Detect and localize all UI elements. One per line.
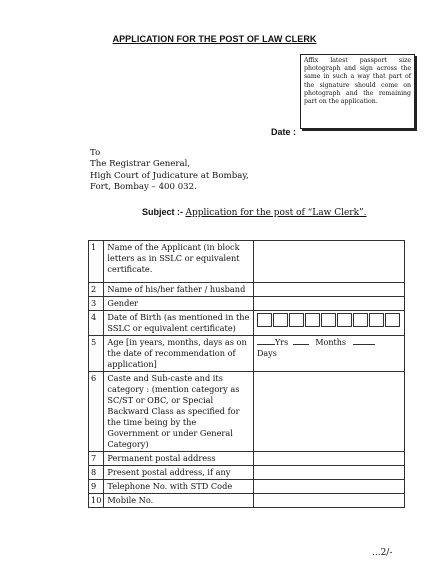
caste-category-field[interactable] xyxy=(254,372,405,452)
row-label: Name of the Applicant (in block letters as in SSLC or equivalent certificate. xyxy=(104,241,254,283)
row-label: Mobile No. xyxy=(104,494,254,508)
row-label: Gender xyxy=(104,297,254,311)
table-row xyxy=(89,336,405,372)
row-label: Age [in years, months, days as on the date of recommendation of application] xyxy=(104,336,254,372)
applicant-name-field[interactable] xyxy=(254,241,405,283)
address-line-1: The Registrar General, xyxy=(90,159,191,170)
row-label: Telephone No. with STD Code xyxy=(104,480,254,494)
row-label: Name of his/her father / husband xyxy=(104,283,254,297)
address-line-3: Fort, Bombay – 400 032. xyxy=(90,182,197,193)
age-field[interactable] xyxy=(254,336,405,372)
table-row xyxy=(89,283,405,297)
row-label: Present postal address, if any xyxy=(104,466,254,480)
row-label: Permanent postal address xyxy=(104,452,254,466)
application-table xyxy=(88,240,405,508)
row-number: 9 xyxy=(89,480,104,494)
photo-instruction-text: Affix latest passport size photograph and sign across the same in such a way that part of the signature should come on photograph and the remaining part on the application. xyxy=(304,57,411,106)
dob-field[interactable] xyxy=(254,311,405,336)
age-days-label: Days xyxy=(257,349,277,358)
row-number: 7 xyxy=(89,452,104,466)
permanent-address-field[interactable] xyxy=(254,452,405,466)
row-number: 5 xyxy=(89,336,104,372)
address-line-2: High Court of Judicature at Bombay, xyxy=(90,170,249,181)
row-number: 1 xyxy=(89,241,104,283)
subject-label: Subject :- xyxy=(142,207,184,217)
dob-digit-boxes[interactable] xyxy=(257,313,401,327)
age-years-label: Yrs xyxy=(275,338,289,347)
subject-line xyxy=(142,207,367,218)
table-row xyxy=(89,297,405,311)
table-row xyxy=(89,241,405,283)
table-row xyxy=(89,311,405,336)
table-row xyxy=(89,494,405,508)
recipient-address xyxy=(90,148,249,194)
table-row xyxy=(89,372,405,452)
page-number: ...2/- xyxy=(372,548,393,558)
table-row xyxy=(89,452,405,466)
photo-signature-box xyxy=(300,54,415,129)
row-number: 6 xyxy=(89,372,104,452)
table-row xyxy=(89,466,405,480)
age-months-label: Months xyxy=(315,338,346,347)
present-address-field[interactable] xyxy=(254,466,405,480)
row-number: 4 xyxy=(89,311,104,336)
telephone-field[interactable] xyxy=(254,480,405,494)
gender-field[interactable] xyxy=(254,297,405,311)
form-title: APPLICATION FOR THE POST OF LAW CLERK xyxy=(112,34,317,44)
row-label: Date of Birth (as mentioned in the SSLC or equivalent certificate) xyxy=(104,311,254,336)
row-number: 10 xyxy=(89,494,104,508)
mobile-field[interactable] xyxy=(254,494,405,508)
row-number: 2 xyxy=(89,283,104,297)
father-husband-name-field[interactable] xyxy=(254,283,405,297)
subject-text: Application for the post of “Law Clerk”. xyxy=(185,208,367,218)
row-label: Caste and Sub-caste and its category : (mention category as SC/ST or OBC, or Special Backward Class as specified for the time being by the Government or under General Category) xyxy=(104,372,254,452)
row-number: 3 xyxy=(89,297,104,311)
address-to: To xyxy=(90,148,101,158)
row-number: 8 xyxy=(89,466,104,480)
table-row xyxy=(89,480,405,494)
date-label: Date : xyxy=(271,127,297,137)
